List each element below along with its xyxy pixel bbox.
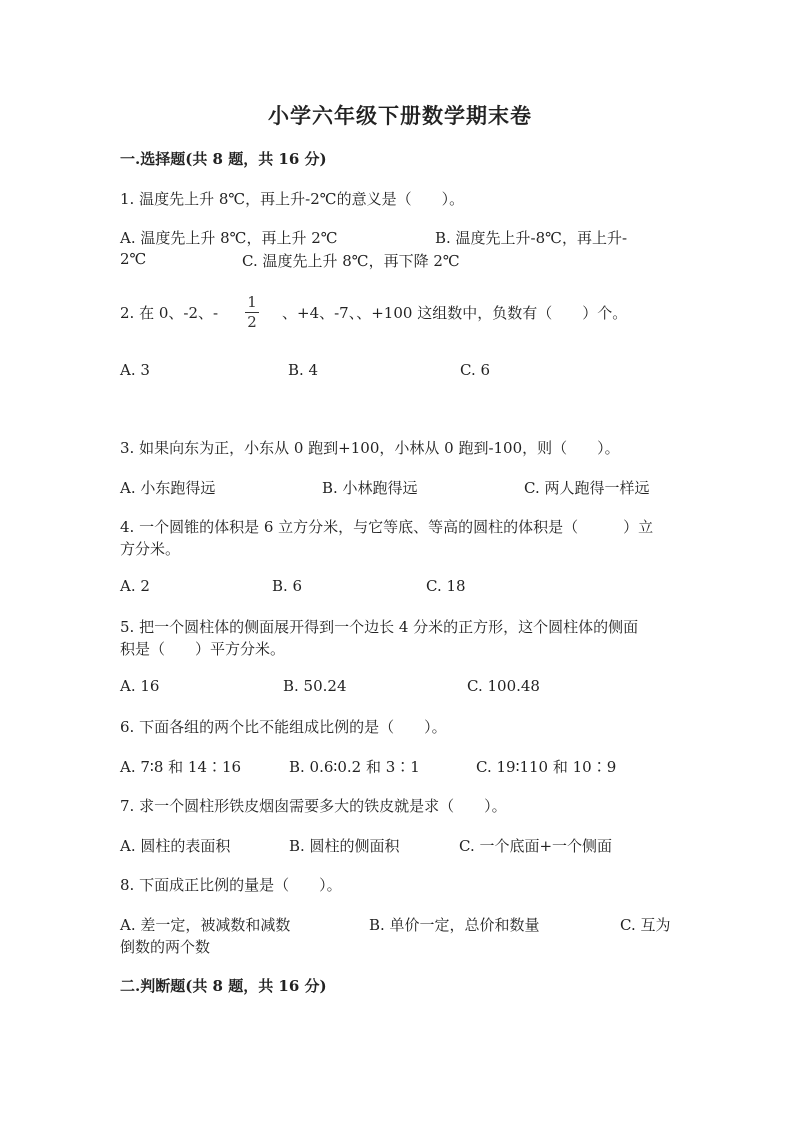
question-4-text-line-1: 4. 一个圆锥的体积是 6 立方分米，与它等底、等高的圆柱的体积是（ ）立 [120,518,654,536]
question-4-option-b: B. 6 [272,577,303,595]
question-5-option-b: B. 50.24 [283,677,347,695]
question-4-option-a: A. 2 [120,577,150,595]
question-3-option-c: C. 两人跑得一样远 [524,479,650,497]
fraction-denominator: 2 [247,313,257,331]
question-5-text-line-1: 5. 把一个圆柱体的侧面展开得到一个边长 4 分米的正方形，这个圆柱体的侧面 [120,618,639,636]
question-2-text-prefix: 2. 在 0、-2、- [120,304,219,322]
question-1-option-a: A. 温度先上升 8℃，再上升 2℃ [120,229,338,247]
fraction-numerator: 1 [247,293,257,311]
question-6-option-c: C. 19∶110 和 10∶9 [476,758,617,776]
question-2-option-b: B. 4 [288,361,319,379]
question-5-text-line-2: 积是（ ）平方分米。 [120,640,286,658]
question-3-option-a: A. 小东跑得远 [120,479,216,497]
question-1-option-b: B. 温度先上升-8℃，再上升- [435,229,628,247]
question-8-option-c: C. 互为 [620,916,671,934]
question-8-option-b: B. 单价一定，总价和数量 [369,916,540,934]
question-4-text-line-2: 方分米。 [120,540,181,558]
question-1-text: 1. 温度先上升 8℃，再上升-2℃的意义是（ ）。 [120,190,465,208]
question-4-option-c: C. 18 [426,577,466,595]
question-8-text: 8. 下面成正比例的量是（ ）。 [120,876,342,894]
question-7-option-c: C. 一个底面+一个侧面 [459,837,613,855]
question-3-text: 3. 如果向东为正，小东从 0 跑到+100，小林从 0 跑到-100，则（ ）。 [120,439,620,457]
question-2-fraction [243,294,261,331]
question-6-text: 6. 下面各组的两个比不能组成比例的是（ ）。 [120,718,447,736]
question-5-option-a: A. 16 [120,677,160,695]
section-heading-choice: 一.选择题(共 8 题，共 16 分) [120,150,327,168]
question-1-option-b-continued: 2℃ [120,250,147,268]
question-2-option-a: A. 3 [120,361,150,379]
question-1-option-c: C. 温度先上升 8℃，再下降 2℃ [242,252,460,270]
question-2-text-suffix: 、+4、-7、、+100 这组数中，负数有（ ）个。 [282,304,628,322]
question-8-option-a: A. 差一定，被减数和减数 [120,916,291,934]
question-5-option-c: C. 100.48 [467,677,540,695]
question-7-option-b: B. 圆柱的侧面积 [289,837,400,855]
question-3-option-b: B. 小林跑得远 [322,479,418,497]
page-title: 小学六年级下册数学期末卷 [268,103,532,128]
question-2-option-c: C. 6 [460,361,491,379]
question-7-option-a: A. 圆柱的表面积 [120,837,231,855]
section-heading-judgment: 二.判断题(共 8 题，共 16 分) [120,977,327,995]
question-6-option-b: B. 0.6∶0.2 和 3∶1 [289,758,420,776]
question-7-text: 7. 求一个圆柱形铁皮烟囱需要多大的铁皮就是求（ ）。 [120,797,507,815]
question-8-option-c-continued: 倒数的两个数 [120,938,211,956]
question-6-option-a: A. 7∶8 和 14∶16 [120,758,242,776]
